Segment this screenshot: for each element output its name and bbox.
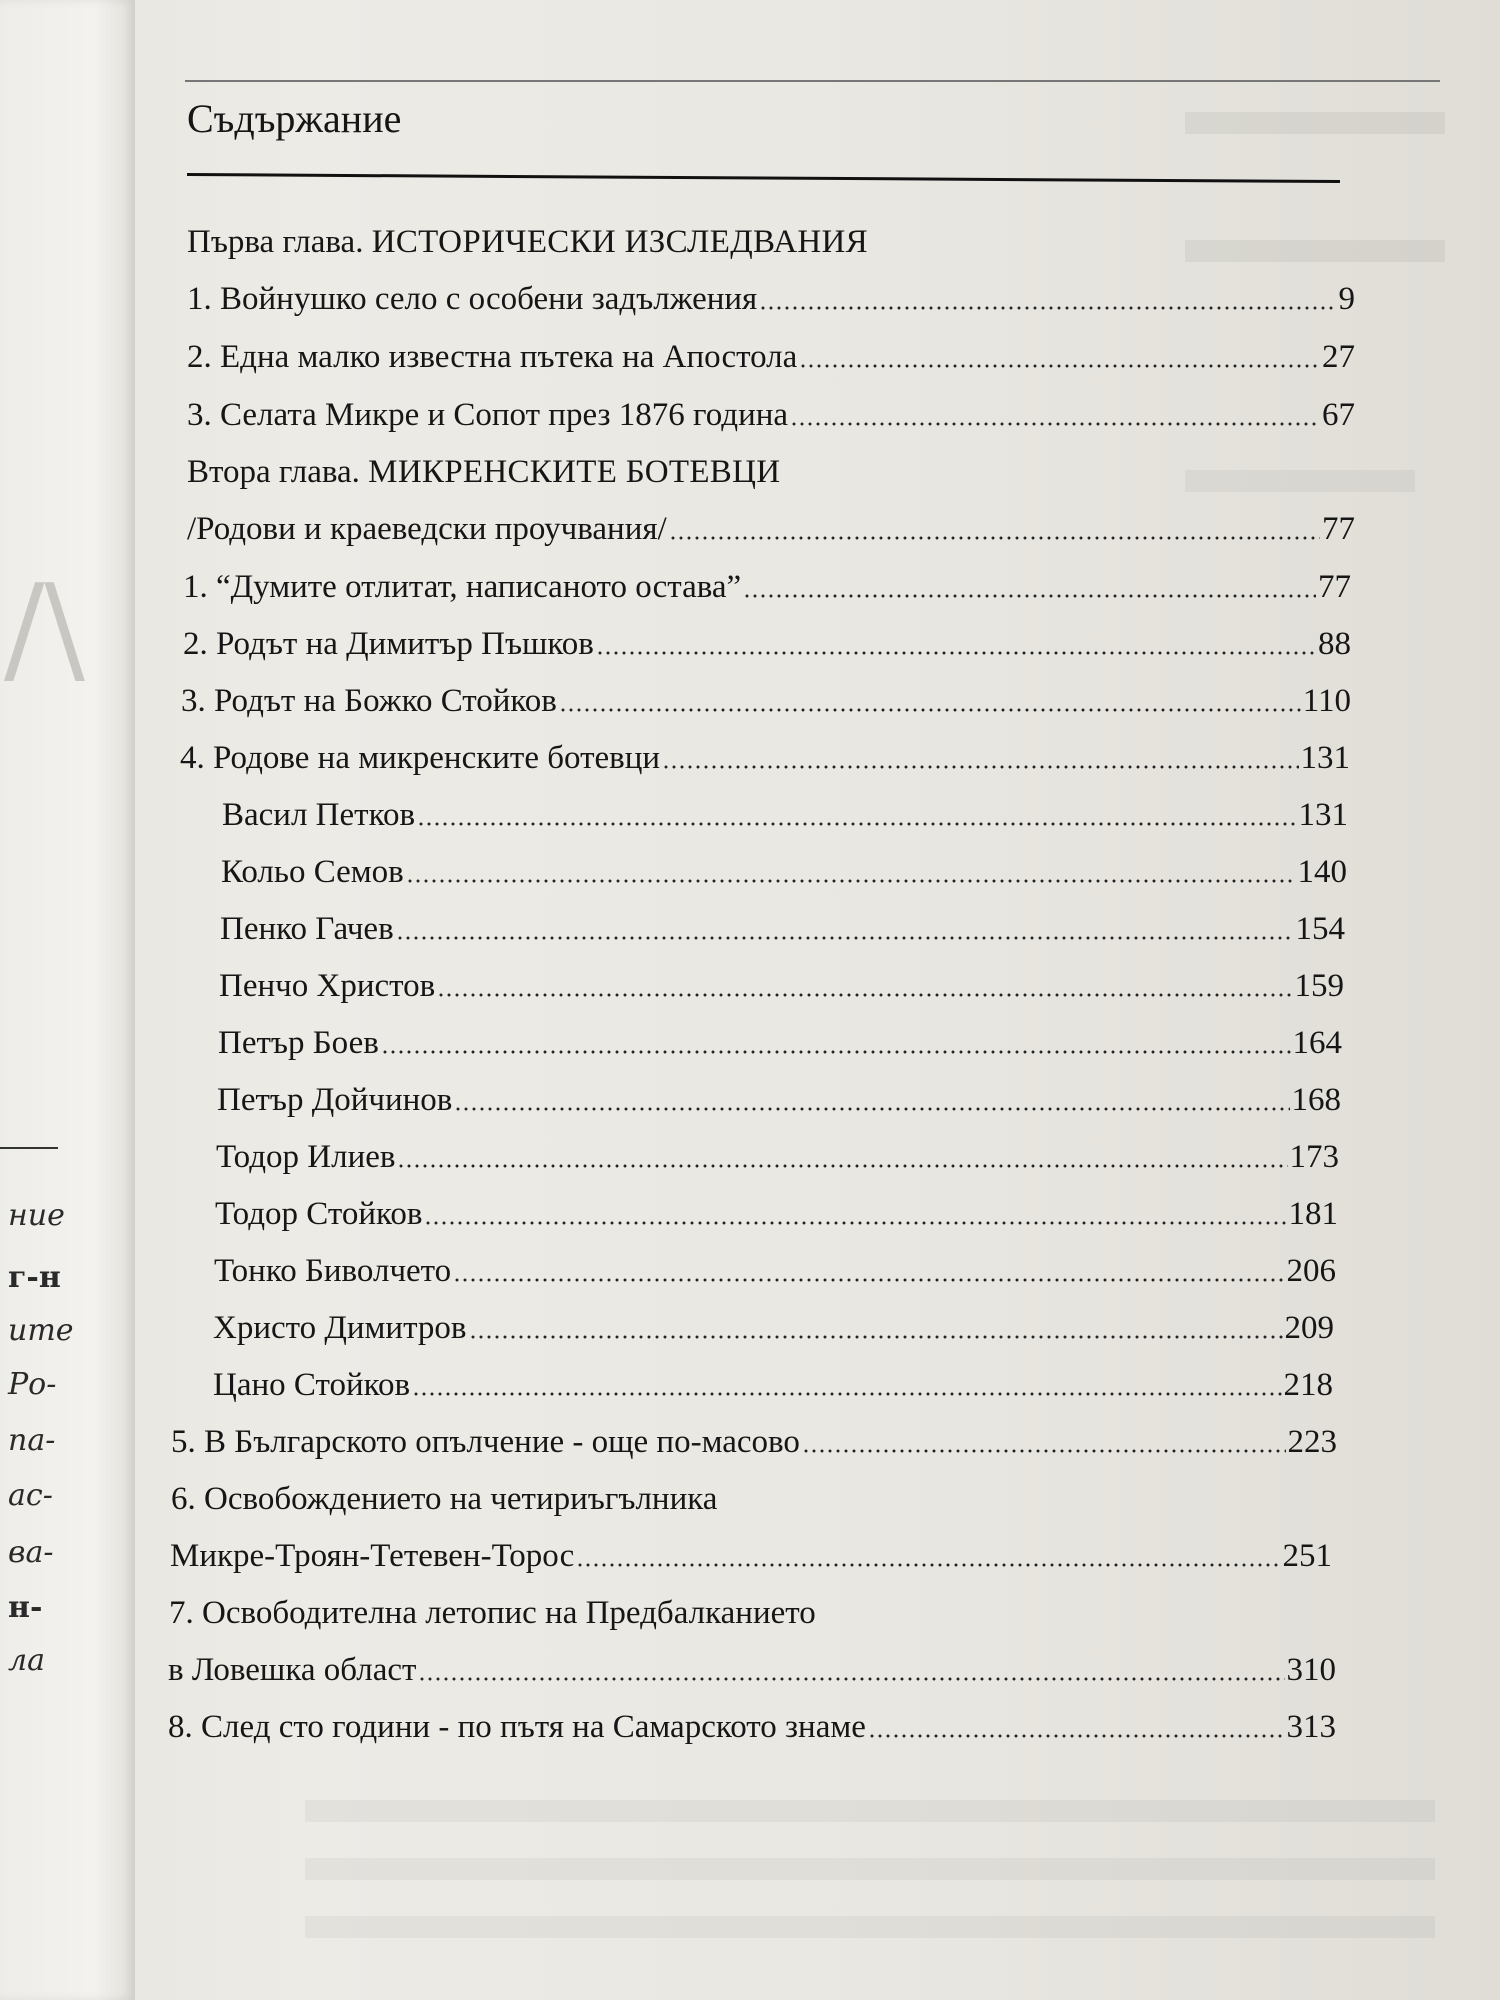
- toc-subentry[interactable]: [222, 798, 1348, 833]
- toc-entry-page: 310: [1286, 1652, 1336, 1688]
- chapter-prefix: Първа глава.: [187, 224, 364, 260]
- dot-leader: [417, 821, 1296, 827]
- toc-entry-label: Цано Стойков: [213, 1367, 411, 1403]
- dot-leader: [453, 1277, 1284, 1283]
- toc-entry-page: 131: [1300, 740, 1350, 776]
- toc-entry-label: 3. Родът на Божко Стойков: [181, 683, 557, 719]
- dot-leader: [418, 1676, 1284, 1682]
- toc-entry-continuation[interactable]: [168, 1653, 1336, 1688]
- toc-entry-page: 168: [1291, 1082, 1341, 1118]
- page-title: Съдържание: [187, 96, 402, 141]
- dot-leader: [799, 363, 1320, 369]
- toc-entry-page: 67: [1322, 397, 1355, 433]
- toc-entry-page: 251: [1282, 1538, 1332, 1574]
- dot-leader: [669, 535, 1320, 541]
- toc-entry-label: 7. Освободителна летопис на Предбалканието: [169, 1595, 816, 1631]
- toc-entry[interactable]: [168, 1710, 1336, 1745]
- dot-leader: [576, 1562, 1280, 1568]
- toc-entry-page: 159: [1294, 968, 1344, 1004]
- chapter-title: ИСТОРИЧЕСКИ ИЗСЛЕДВАНИЯ: [371, 224, 868, 260]
- toc-entry[interactable]: [169, 1596, 1169, 1631]
- dot-leader: [424, 1220, 1286, 1226]
- toc-entry-label: 4. Родове на микренските ботевци: [180, 740, 661, 776]
- toc-entry-page: 27: [1322, 339, 1355, 375]
- show-through-texture: [305, 1858, 1435, 1880]
- toc-entry-label: 1. “Думите отлитат, написаното остава”: [183, 569, 742, 605]
- toc-entry-page: 164: [1292, 1025, 1342, 1061]
- toc-entry-label: Васил Петков: [222, 797, 416, 833]
- dot-leader: [559, 707, 1301, 713]
- toc-entry-label: в Ловешка област: [168, 1652, 417, 1688]
- contents-page: [135, 0, 1500, 2000]
- chapter-heading: [187, 455, 1187, 490]
- toc-entry-label: Кольо Семов: [221, 854, 404, 890]
- title-rule: [187, 173, 1340, 183]
- dot-leader: [743, 593, 1316, 599]
- dot-leader: [469, 1334, 1283, 1340]
- toc-entry-label: 8. След сто години - по пътя на Самарското знаме: [168, 1709, 866, 1745]
- dot-leader: [412, 1391, 1281, 1397]
- toc-entry[interactable]: [181, 684, 1351, 719]
- toc-entry-label: 5. В Българското опълчение - още по-масово: [171, 1424, 800, 1460]
- toc-subentry[interactable]: [219, 969, 1344, 1004]
- toc-entry-continuation[interactable]: [170, 1539, 1332, 1574]
- dot-leader: [802, 1448, 1286, 1454]
- toc-entry-label: 6. Освобождението на четириъгълника: [171, 1481, 718, 1517]
- toc-entry-page: 181: [1288, 1196, 1338, 1232]
- dot-leader: [454, 1106, 1289, 1112]
- dot-leader: [790, 421, 1320, 427]
- toc-entry-page: 131: [1298, 797, 1348, 833]
- toc-entry-page: 313: [1286, 1709, 1336, 1745]
- toc-subentry[interactable]: [220, 912, 1345, 947]
- toc-entry-label: 2. Една малко известна пътека на Апостола: [187, 339, 798, 375]
- text-fragment: Ро-: [8, 1367, 57, 1402]
- dot-leader: [397, 1163, 1287, 1169]
- dot-leader: [662, 764, 1298, 770]
- toc-entry-page: 77: [1318, 569, 1351, 605]
- show-through-texture: [1185, 240, 1445, 262]
- toc-entry-label: Тонко Биволчето: [214, 1253, 452, 1289]
- toc-entry[interactable]: [187, 398, 1355, 433]
- toc-subentry[interactable]: [217, 1083, 1341, 1118]
- dot-leader: [759, 305, 1336, 311]
- toc-entry-label: Микре-Троян-Тетевен-Торос: [170, 1538, 575, 1574]
- chapter-heading: [187, 225, 1187, 260]
- toc-entry-page: 9: [1338, 281, 1355, 317]
- toc-entry-label: 2. Родът на Димитър Пъшков: [183, 626, 594, 662]
- dot-leader: [868, 1733, 1285, 1739]
- page-margin-mark: /\: [4, 560, 85, 699]
- text-fragment: ите: [8, 1313, 74, 1348]
- chapter-prefix: Втора глава.: [187, 454, 360, 490]
- toc-subentry[interactable]: [214, 1254, 1336, 1289]
- text-fragment: ние: [8, 1198, 65, 1233]
- toc-entry-page: 88: [1318, 626, 1351, 662]
- toc-entry[interactable]: [187, 340, 1355, 375]
- toc-entry-page: 206: [1286, 1253, 1336, 1289]
- show-through-texture: [1185, 112, 1445, 134]
- toc-entry-page: 223: [1287, 1424, 1337, 1460]
- text-fragment: г-н: [8, 1260, 61, 1295]
- toc-subentry[interactable]: [216, 1140, 1339, 1175]
- toc-entry-page: 218: [1283, 1367, 1333, 1403]
- toc-entry-label: 3. Селата Микре и Сопот през 1876 година: [187, 397, 789, 433]
- toc-entry-page: 110: [1302, 683, 1351, 719]
- footnote-rule: [0, 1147, 58, 1149]
- toc-entry-page: 154: [1295, 911, 1345, 947]
- toc-entry[interactable]: [187, 512, 1355, 547]
- toc-subentry[interactable]: [215, 1197, 1338, 1232]
- toc-entry[interactable]: [171, 1482, 1071, 1517]
- dot-leader: [406, 878, 1296, 884]
- toc-entry-label: 1. Войнушко село с особени задължения: [187, 281, 758, 317]
- toc-subentry[interactable]: [221, 855, 1347, 890]
- toc-entry-label: Тодор Илиев: [216, 1139, 396, 1175]
- chapter-subtitle: /Родови и краеведски проучвания/: [187, 511, 667, 547]
- text-fragment: ва-: [8, 1535, 54, 1570]
- toc-entry[interactable]: [183, 570, 1351, 605]
- toc-entry-label: Тодор Стойков: [215, 1196, 423, 1232]
- toc-entry[interactable]: [171, 1425, 1337, 1460]
- toc-entry-label: Христо Димитров: [213, 1310, 467, 1346]
- toc-entry-page: 173: [1289, 1139, 1339, 1175]
- header-rule: [185, 80, 1440, 82]
- show-through-texture: [1185, 470, 1415, 492]
- toc-entry-label: Петър Дойчинов: [217, 1082, 453, 1118]
- toc-subentry[interactable]: [213, 1311, 1334, 1346]
- dot-leader: [396, 935, 1294, 941]
- chapter-title: МИКРЕНСКИТЕ БОТЕВЦИ: [368, 454, 781, 490]
- dot-leader: [381, 1049, 1291, 1055]
- previous-page-edge: [0, 0, 135, 2000]
- toc-entry-page: 140: [1297, 854, 1347, 890]
- toc-entry-page: 77: [1322, 511, 1355, 547]
- toc-entry-label: Пенчо Христов: [219, 968, 436, 1004]
- toc-entry[interactable]: [187, 282, 1355, 317]
- toc-entry-label: Пенко Гачев: [220, 911, 394, 947]
- toc-subentry[interactable]: [218, 1026, 1342, 1061]
- dot-leader: [437, 992, 1292, 998]
- toc-entry-page: 209: [1284, 1310, 1334, 1346]
- show-through-texture: [305, 1800, 1435, 1822]
- text-fragment: па-: [8, 1423, 56, 1458]
- text-fragment: н-: [8, 1590, 43, 1625]
- dot-leader: [596, 650, 1316, 656]
- toc-entry[interactable]: [183, 627, 1351, 662]
- toc-entry-label: Петър Боев: [218, 1025, 379, 1061]
- toc-subentry[interactable]: [213, 1368, 1333, 1403]
- toc-entry[interactable]: [180, 741, 1350, 776]
- text-fragment: ас-: [8, 1478, 53, 1513]
- text-fragment: ла: [8, 1643, 45, 1678]
- show-through-texture: [305, 1916, 1435, 1938]
